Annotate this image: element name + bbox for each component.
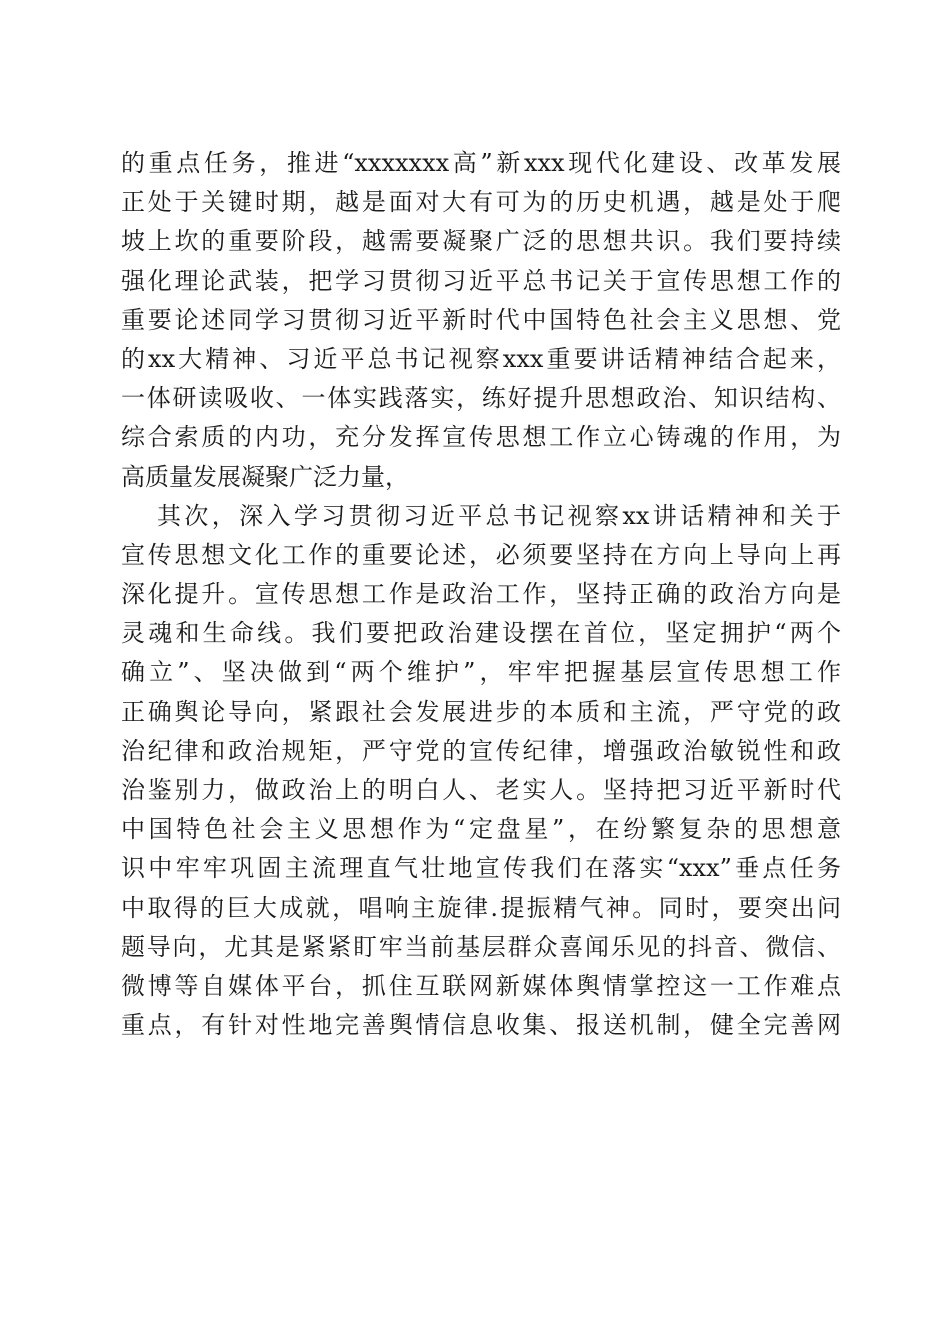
- paragraph-1-line-3: 坡上坎的重要阶段，越需要凝聚广泛的思想共识。我们要持续: [121, 227, 841, 256]
- paragraph-2-line-1: 其次，深入学习贯彻习近平总书记视察xx讲话精神和关于: [157, 501, 841, 530]
- paragraph-1-line-8: 综合索质的内功，充分发挥宣传思想工作立心铸魂的作用，为: [121, 423, 841, 452]
- paragraph-2-line-13: 微博等自媒体平台，抓住互联网新媒体舆情掌控这一工作难点: [121, 971, 841, 1000]
- paragraph-2-line-2: 宣传思想文化工作的重要论述，必须要坚持在方向上导向上再: [121, 540, 841, 569]
- paragraph-1-line-5: 重要论述同学习贯彻习近平新时代中国特色社会主义思想、党: [121, 305, 841, 334]
- paragraph-1-line-2: 正处于关键时期，越是面对大有可为的历史机遇，越是处于爬: [121, 188, 841, 217]
- paragraph-2-line-6: 正确舆论导向，紧跟社会发展进步的本质和主流，严守党的政: [121, 697, 841, 726]
- paragraph-2-line-14: 重点，有针对性地完善舆情信息收集、报送机制，健全完善网: [121, 1011, 841, 1040]
- paragraph-2-line-8: 治鉴别力，做政治上的明白人、老实人。坚持把习近平新时代: [121, 776, 841, 804]
- paragraph-1-line-7: 一体研读吸收、一体实践落实，练好提升思想政治、知识结构、: [121, 384, 841, 413]
- paragraph-2-line-11: 中取得的巨大成就，唱响主旋律.提振精气神。同时，要突出问: [121, 893, 841, 922]
- paragraph-2-line-10: 识中牢牢巩固主流理直气壮地宣传我们在落实“xxx”垂点任务: [121, 854, 841, 883]
- paragraph-1-line-9: 高质量发展凝聚广泛力量，: [121, 462, 409, 491]
- paragraph-2-line-12: 题导向，尤其是紧紧盯牢当前基层群众喜闻乐见的抖音、微信、: [121, 932, 841, 961]
- paragraph-2-line-7: 治纪律和政治规矩，严守党的宣传纪律，增强政治敏锐性和政: [121, 736, 841, 765]
- document-body: [121, 144, 841, 1045]
- paragraph-2-line-4: 灵魂和生命线。我们要把政治建设摆在首位，坚定拥护“两个: [121, 619, 841, 648]
- paragraph-2-line-3: 深化提升。宣传思想工作是政治工作，坚持正确的政治方向是: [121, 580, 841, 609]
- paragraph-1-line-4: 强化理论武装，把学习贯彻习近平总书记关于宣传思想工作的: [121, 266, 841, 295]
- paragraph-2-line-5: 确立”、坚决做到“两个维护”，牢牢把握基层宣传思想工作: [121, 658, 841, 687]
- paragraph-2-line-9: 中国特色社会主义思想作为“定盘星”，在纷繁复杂的思想意: [121, 815, 841, 844]
- paragraph-1-line-1: 的重点任务，推进“xxxxxxx高”新xxx现代化建设、改革发展: [121, 149, 841, 177]
- paragraph-1-line-6: 的xx大精神、习近平总书记视察xxx重要讲话精神结合起来，: [121, 344, 841, 373]
